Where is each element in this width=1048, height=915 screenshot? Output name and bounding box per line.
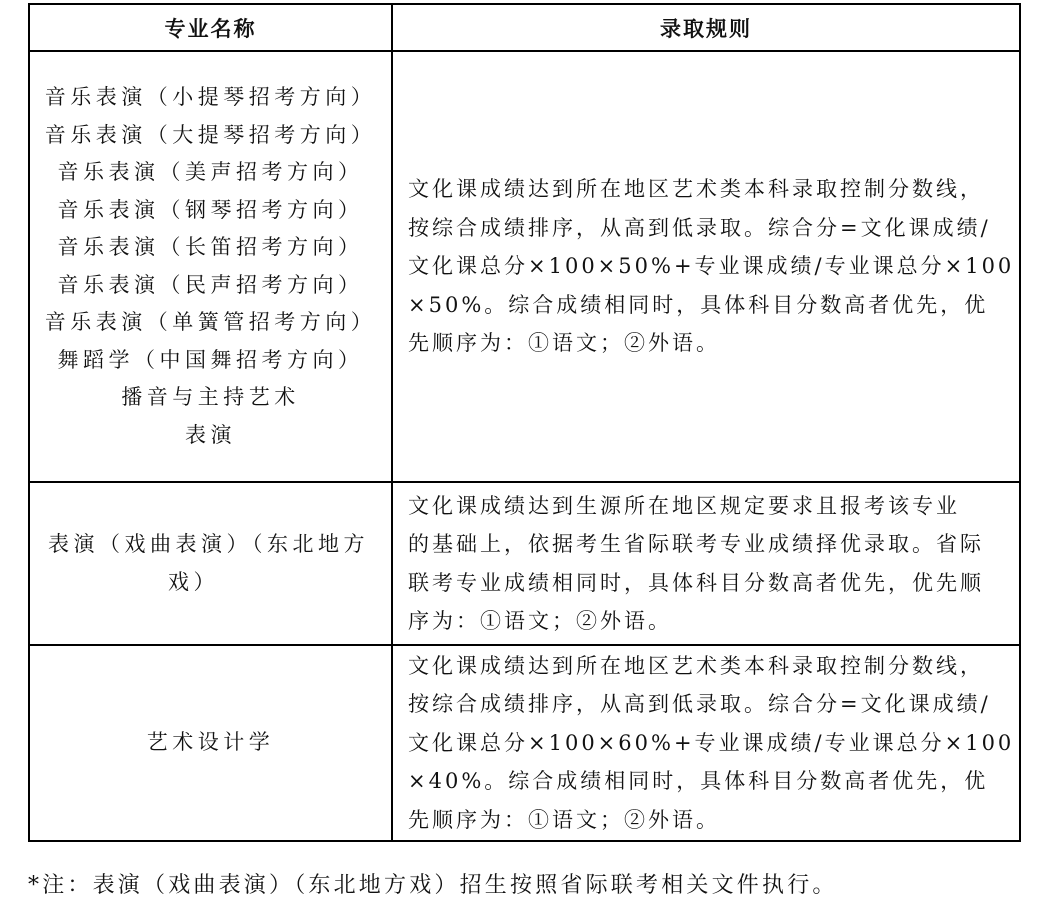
major-name: 音乐表演（钢琴招考方向） (57, 197, 364, 222)
major-name: 艺术设计学 (146, 730, 275, 755)
major-name: 音乐表演（大提琴招考方向） (44, 122, 377, 147)
rule-text-line: 文化课成绩达到所在地区艺术类本科录取控制分数线， (408, 177, 984, 202)
rule-text-line: ×40%。综合成绩相同时，具体科目分数高者优先，优 (408, 769, 989, 794)
table-row (29, 482, 1020, 645)
rule-text-line: 先顺序为：①语文；②外语。 (408, 331, 720, 356)
rule-text-line: 序为：①语文；②外语。 (408, 609, 672, 633)
table-header-row (29, 4, 1020, 51)
major-cell (29, 645, 392, 841)
major-name: 音乐表演（小提琴招考方向） (44, 85, 377, 109)
rule-text-line: 先顺序为：①语文；②外语。 (408, 807, 720, 832)
major-name: 表演 (185, 422, 236, 447)
rule-text-line: 按综合成绩排序，从高到低录取。综合分=文化课成绩/ (408, 692, 991, 717)
footnote: *注：表演（戏曲表演）（东北地方戏）招生按照省际联考相关文件执行。 (28, 873, 838, 898)
header-admission-rule: 录取规则 (392, 4, 1020, 51)
table-row (29, 51, 1020, 482)
rule-cell (392, 645, 1020, 841)
rule-text-line: 文化课成绩达到所在地区艺术类本科录取控制分数线， (408, 653, 984, 678)
rule-cell (392, 482, 1020, 645)
rule-text-line: 文化课总分×100×50%+专业课成绩/专业课总分×100 (408, 254, 1015, 279)
rule-text-line: 按综合成绩排序，从高到低录取。综合分=文化课成绩/ (408, 215, 991, 240)
rule-text-line: 文化课总分×100×60%+专业课成绩/专业课总分×100 (408, 730, 1015, 755)
admission-rules-table (28, 3, 1021, 842)
rule-text-line: 的基础上，依据考生省际联考专业成绩择优录取。省际 (408, 532, 984, 556)
rule-text-line: 文化课成绩达到生源所在地区规定要求且报考该专业 (408, 493, 960, 518)
major-cell (29, 51, 392, 482)
header-major-name: 专业名称 (29, 4, 392, 51)
major-name: 音乐表演（长笛招考方向） (57, 235, 364, 259)
rule-text-line: ×50%。综合成绩相同时，具体科目分数高者优先，优 (408, 292, 989, 317)
major-name: 播音与主持艺术 (121, 385, 300, 409)
major-name: 舞蹈学（中国舞招考方向） (57, 347, 364, 372)
major-cell (29, 482, 392, 645)
major-name: 戏） (168, 569, 219, 594)
major-name: 音乐表演（美声招考方向） (57, 160, 364, 184)
major-name: 音乐表演（单簧管招考方向） (44, 310, 377, 334)
table-row (29, 645, 1020, 841)
major-name: 表演（戏曲表演）（东北地方 (48, 532, 369, 556)
rule-text-line: 联考专业成绩相同时，具体科目分数高者优先，优先顺 (408, 570, 984, 595)
major-name: 音乐表演（民声招考方向） (57, 272, 364, 297)
rule-cell (392, 51, 1020, 482)
